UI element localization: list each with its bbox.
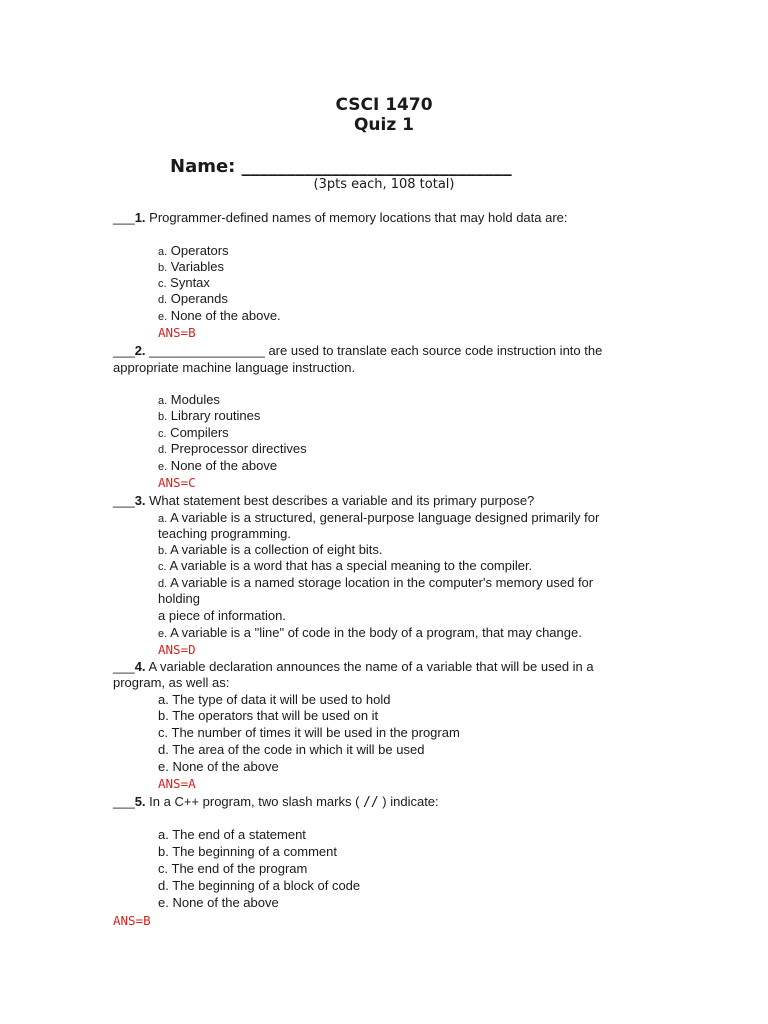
quiz-title: Quiz 1 [353, 115, 415, 135]
question-text: Programmer-defined names of memory locations that may hold data are: [145, 210, 568, 225]
option-text: The area of the code in which it will be used [168, 742, 425, 757]
option-text: A variable is a collection of eight bits. [167, 542, 383, 557]
option-text: A variable is a structured, general-purpose language designed primarily for [167, 510, 600, 525]
question-text-post: ) indicate: [378, 794, 439, 809]
option-letter: d. [158, 444, 168, 456]
option-text: Library routines [167, 408, 261, 423]
option-letter: b. [158, 411, 168, 423]
code-snippet: // [363, 795, 379, 810]
option-3d-cont: holding [158, 591, 200, 606]
option-3d [158, 575, 593, 592]
option-text: None of the above [168, 759, 279, 774]
option-text: None of the above [168, 895, 279, 910]
option-5b [158, 844, 337, 860]
option-letter: d. [158, 878, 169, 893]
option-letter: c. [158, 278, 167, 290]
option-3a-cont: teaching programming. [158, 526, 291, 541]
option-2d [158, 441, 307, 458]
option-2b [158, 408, 260, 425]
option-text: The beginning of a comment [168, 844, 337, 859]
option-letter: d. [158, 742, 169, 757]
question-text: ________________ are used to translate each source code instruction into the [145, 343, 603, 358]
course-title: CSCI 1470 [335, 95, 433, 115]
question-2 [113, 343, 602, 359]
option-3b [158, 542, 383, 559]
question-text: A variable declaration announces the name of a variable that will be used in a [145, 659, 594, 674]
option-4b [158, 708, 378, 724]
option-3d-cont2: a piece of information. [158, 608, 286, 623]
option-letter: e. [158, 759, 169, 774]
option-4a [158, 692, 390, 708]
option-text: Preprocessor directives [167, 441, 307, 456]
option-text: Operators [167, 243, 229, 258]
option-3a [158, 510, 599, 527]
question-number: 2. [134, 343, 146, 358]
option-text: A variable is a "line" of code in the body of a program, that may change. [167, 625, 582, 640]
option-text: Variables [167, 259, 225, 274]
option-text: The end of a statement [168, 827, 306, 842]
option-letter: a. [158, 395, 168, 407]
question-1 [113, 210, 568, 226]
question-4-cont: program, as well as: [113, 675, 230, 690]
answer-3: ANS=D [158, 642, 196, 657]
option-letter: e. [158, 311, 168, 323]
option-2e [158, 458, 277, 475]
option-4c [158, 725, 460, 741]
option-letter: a. [158, 513, 168, 525]
option-2a [158, 392, 220, 409]
option-3e [158, 625, 582, 642]
answer-2: ANS=C [158, 475, 196, 490]
option-text: The beginning of a block of code [168, 878, 361, 893]
question-2-cont: appropriate machine language instruction. [113, 360, 356, 375]
question-3 [113, 493, 534, 509]
option-letter: d. [158, 578, 168, 590]
option-letter: a. [158, 692, 169, 707]
option-text: A variable is a word that has a special meaning to the compiler. [166, 558, 533, 573]
question-5 [113, 794, 439, 811]
option-text: Compilers [166, 425, 229, 440]
answer-blank: ___ [113, 210, 135, 225]
option-letter: b. [158, 545, 168, 557]
question-text-pre: In a C++ program, two slash marks ( [145, 794, 364, 809]
option-text: None of the above [167, 458, 278, 473]
answer-4: ANS=A [158, 776, 196, 791]
option-letter: e. [158, 895, 169, 910]
option-letter: e. [158, 628, 168, 640]
question-number: 4. [134, 659, 146, 674]
question-number: 3. [134, 493, 146, 508]
option-1b [158, 259, 224, 276]
option-5a [158, 827, 306, 843]
option-letter: c. [158, 561, 167, 573]
option-text: A variable is a named storage location in the computer's memory used for [167, 575, 594, 590]
option-letter: b. [158, 844, 169, 859]
answer-blank: ___ [113, 794, 135, 809]
answer-blank: ___ [113, 659, 135, 674]
option-text: Modules [167, 392, 220, 407]
option-5c [158, 861, 307, 877]
option-letter: c. [158, 428, 167, 440]
option-4d [158, 742, 424, 758]
option-5d [158, 878, 360, 894]
answer-1: ANS=B [158, 325, 196, 340]
option-1e [158, 308, 281, 325]
option-text: Syntax [166, 275, 210, 290]
option-1a [158, 243, 229, 260]
option-text: The end of the program [168, 861, 308, 876]
option-text: Operands [167, 291, 228, 306]
option-letter: c. [158, 861, 169, 876]
option-1c [158, 275, 210, 292]
option-4e [158, 759, 279, 775]
option-text: The operators that will be used on it [168, 708, 379, 723]
option-letter: b. [158, 708, 169, 723]
name-field-label: Name: ______________________________ [170, 156, 512, 177]
answer-blank: ___ [113, 343, 135, 358]
option-5e [158, 895, 279, 911]
option-text: The type of data it will be used to hold [168, 692, 391, 707]
question-number: 5. [134, 794, 146, 809]
question-number: 1. [134, 210, 146, 225]
answer-blank: ___ [113, 493, 135, 508]
option-letter: b. [158, 262, 168, 274]
points-note: (3pts each, 108 total) [313, 177, 455, 192]
option-2c [158, 425, 229, 442]
option-text: The number of times it will be used in the program [168, 725, 460, 740]
option-letter: e. [158, 461, 168, 473]
question-4 [113, 659, 594, 675]
option-text: None of the above. [167, 308, 281, 323]
question-text: What statement best describes a variable and its primary purpose? [145, 493, 535, 508]
option-3c [158, 558, 532, 575]
answer-5: ANS=B [113, 913, 151, 928]
option-letter: d. [158, 294, 168, 306]
option-letter: a. [158, 246, 168, 258]
option-1d [158, 291, 228, 308]
option-letter: c. [158, 725, 169, 740]
option-letter: a. [158, 827, 169, 842]
